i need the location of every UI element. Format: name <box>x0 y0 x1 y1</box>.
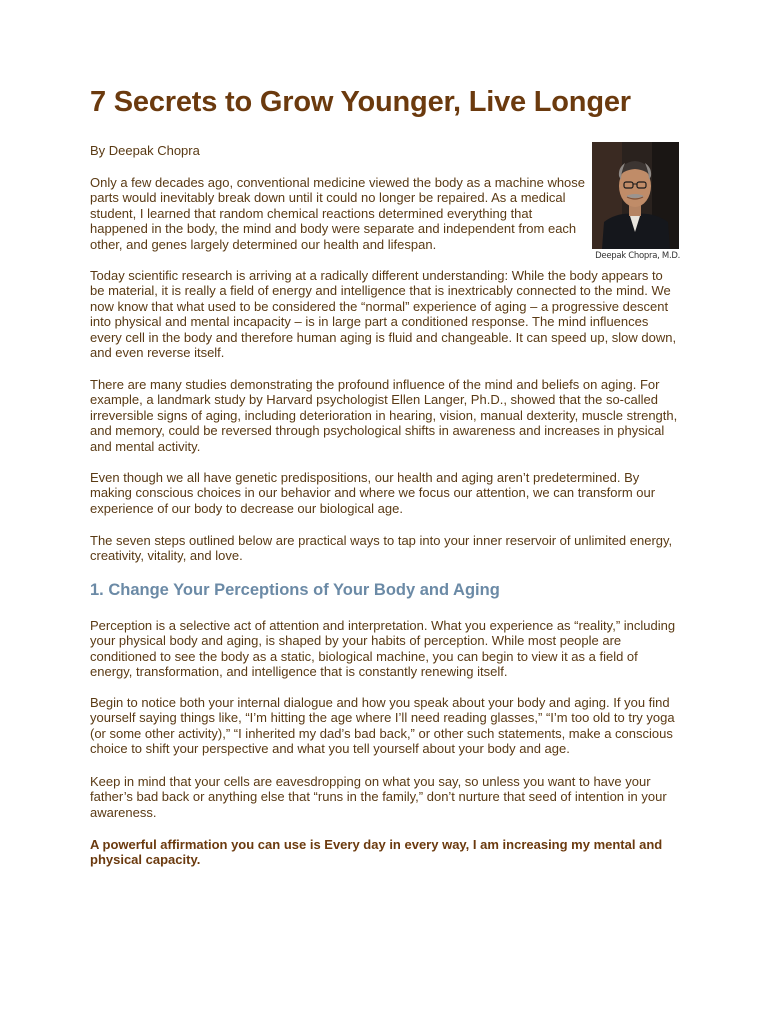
photo-caption: Deepak Chopra, M.D. <box>595 251 680 261</box>
affirmation-paragraph: A powerful affirmation you can use is Every day in every way, I am increasing my mental and physical capacity. <box>90 837 663 868</box>
paragraph-eavesdropping: Keep in mind that your cells are eavesdropping on what you say, so unless you want to have your father’s bad back or anything else that “runs in the family,” don’t nurture that seed of intention in your awareness. <box>90 774 667 820</box>
paragraph-internal-dialogue: Begin to notice both your internal dialogue and how you speak about your body and aging. If you find yourself saying things like, “I’m hitting the age where I’ll need reading glasses,” “I’m too old to try yoga (or some other activity),” “I inherited my dad’s bad back,” or other such statements, make a conscious choice to shift your perspective and what you tell yourself about your body and age. <box>90 695 675 757</box>
paragraph-perception: Perception is a selective act of attention and interpretation. What you experience as “reality,” including your physical body and aging, is shaped by your habits of perception. While most people are conditioned to see the body as a static, biological machine, you can begin to view it as a field of energy, transformation, and intelligence that is constantly renewing itself. <box>90 618 676 680</box>
paragraph-studies: There are many studies demonstrating the profound influence of the mind and beliefs on aging. For example, a landmark study by Harvard psychologist Ellen Langer, Ph.D., showed that the so-called irreversible signs of aging, including deterioration in hearing, vision, manual dexterity, muscle strength, and memory, could be reversed through psychological shifts in awareness and increases in physical and mental activity. <box>90 377 678 454</box>
intro-paragraph: Only a few decades ago, conventional medicine viewed the body as a machine whose parts would inevitably break down until it could no longer be repaired. As a medical student, I learned that random chemical reactions determined everything that happened in the body, the mind and body were separate and independent from each other, and genes largely determined our health and lifespan. <box>90 175 586 252</box>
section-heading: 1. Change Your Perceptions of Your Body and Aging <box>90 581 500 599</box>
author-photo <box>592 142 679 249</box>
portrait-image <box>592 142 679 249</box>
page-title: 7 Secrets to Grow Younger, Live Longer <box>90 86 631 118</box>
paragraph-research: Today scientific research is arriving at a radically different understanding: While the body appears to be material, it is really a field of energy and intelligence that is inextricably connected to the mind. We now know that what used to be considered the “normal” experience of aging – a progressive descent into physical and mental incapacity – is in large part a conditioned response. The mind influences every cell in the body and therefore human aging is fluid and changeable. It can speed up, slow down, and even reverse itself. <box>90 268 677 361</box>
byline: By Deepak Chopra <box>90 143 200 158</box>
paragraph-seven-steps: The seven steps outlined below are practical ways to tap into your inner reservoir of unlimited energy, creativity, vitality, and love. <box>90 533 673 564</box>
paragraph-predispositions: Even though we all have genetic predispositions, our health and aging aren’t predetermined. By making conscious choices in our behavior and where we focus our attention, we can transform our experience of our body to decrease our biological age. <box>90 470 656 516</box>
